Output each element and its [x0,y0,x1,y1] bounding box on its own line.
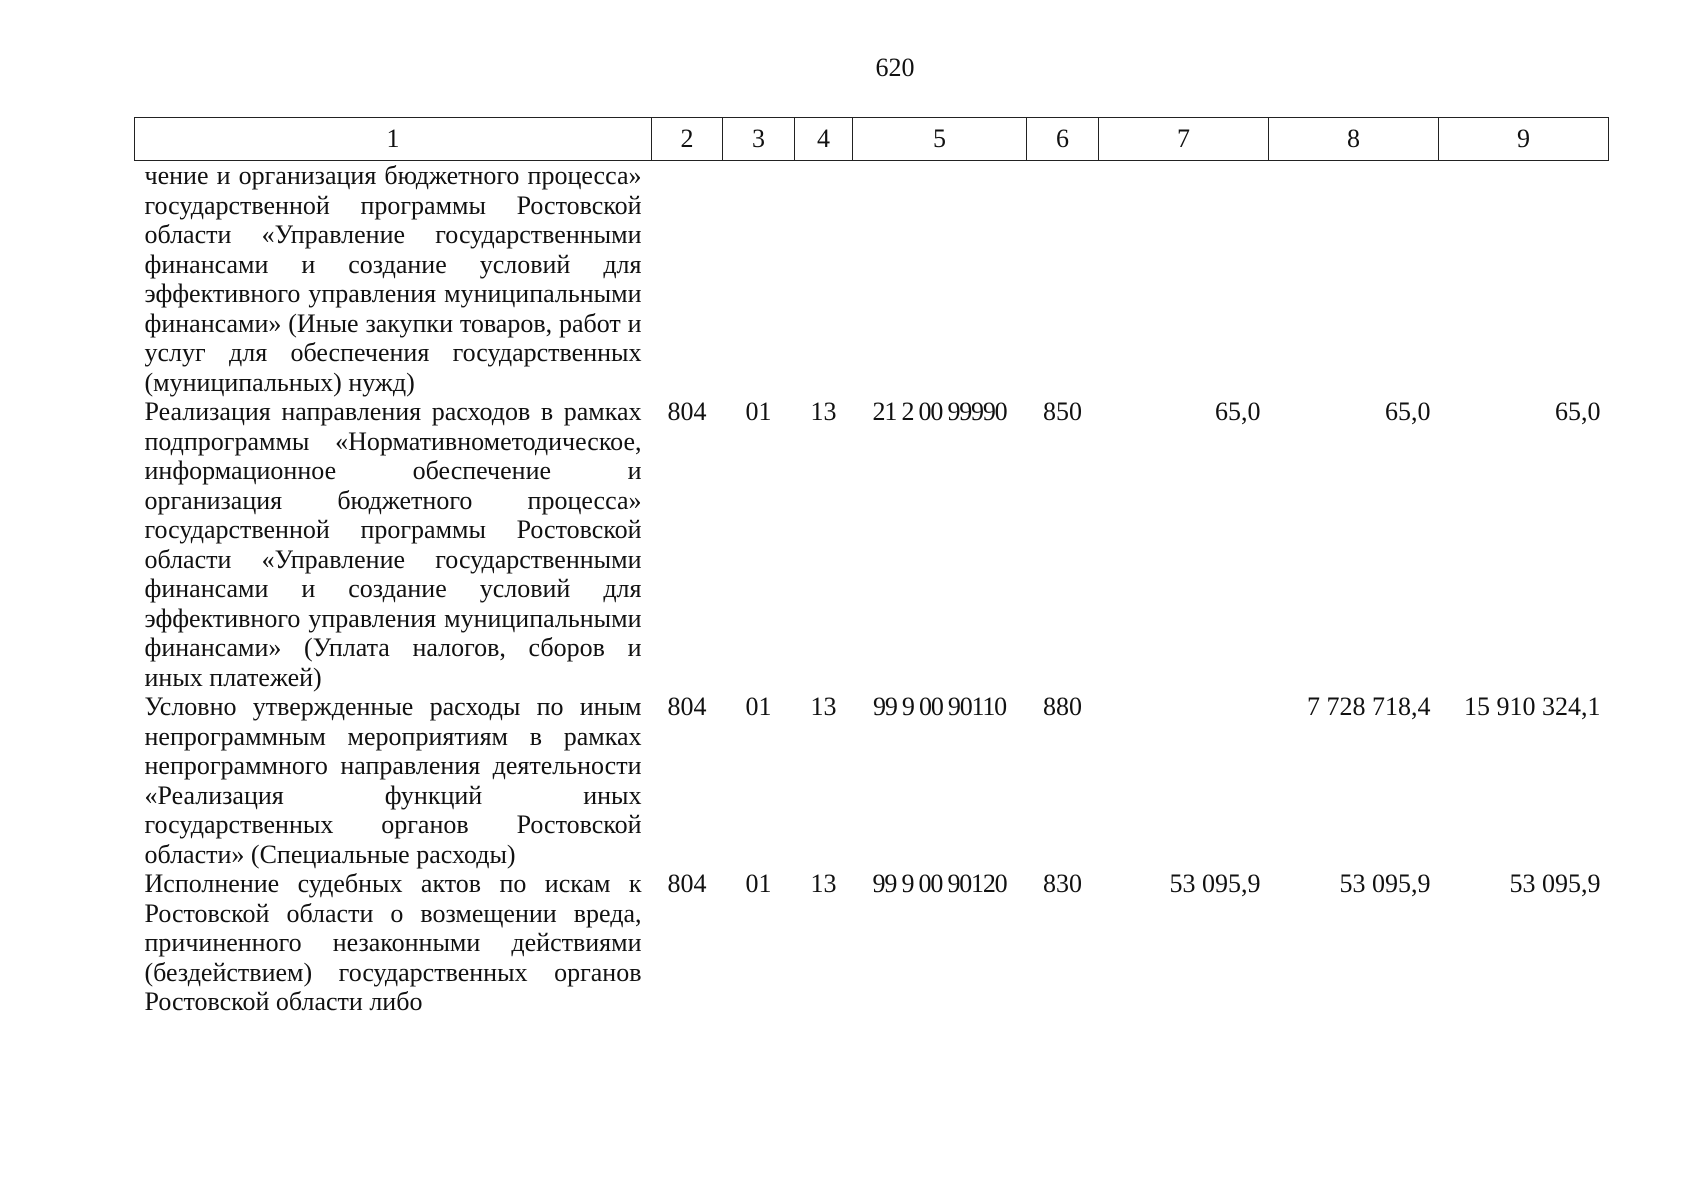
header-col-2: 2 [652,118,723,161]
row-col-8: 65,0 [1385,397,1431,426]
row-col-6: 850 [1043,397,1082,426]
budget-table [134,117,1609,1017]
header-col-7: 7 [1099,118,1269,161]
row-col-9: 65,0 [1555,397,1601,426]
table-row [135,397,1609,692]
row-description: чение и организация бюджетного процесса» государственной программы Ростовской области «Управление государственными финансами и создание условий для эффективного управления муниципальными финансами» (Иные закупки товаров, работ и услуг для обеспечения государственных (муниципальных) нужд) [144,161,642,397]
row-col-5 [853,161,1027,398]
row-col-9: 15 910 324,1 [1464,692,1601,721]
header-col-3: 3 [723,118,795,161]
header-col-8: 8 [1269,118,1439,161]
row-col-3: 01 [745,397,772,426]
header-col-4: 4 [795,118,853,161]
row-col-5: 21 2 00 99990 [872,397,1007,426]
page-number: 620 [875,53,915,82]
row-col-3 [723,161,795,398]
table-header-row [135,118,1609,161]
row-col-6: 880 [1043,692,1082,721]
table-row [135,869,1609,1017]
row-col-7: 53 095,9 [1169,869,1261,898]
row-col-2: 804 [667,692,707,721]
row-col-9 [1439,161,1609,398]
row-col-8: 7 728 718,4 [1307,692,1431,721]
header-col-9: 9 [1439,118,1609,161]
row-col-4 [795,161,853,398]
header-col-6: 6 [1027,118,1099,161]
row-col-3: 01 [745,869,772,898]
row-col-5: 99 9 00 90110 [873,692,1006,721]
row-col-4: 13 [810,692,837,721]
table-row [135,692,1609,869]
table-row [135,161,1609,398]
row-col-2 [652,161,723,398]
header-col-5: 5 [853,118,1027,161]
row-description: Реализация направления расходов в рамках подпрограммы «Нормативнометодическое, информационное обеспечение и организация бюджетного процесса» государственной программы Ростовской области «Управление государственными финансами и создание условий для эффективного управления муниципальными финансами» (Уплата налогов, сборов и иных платежей) [144,397,642,692]
row-col-4: 13 [810,869,837,898]
row-description: Исполнение судебных актов по искам к Ростовской области о возмещении вреда, причиненного незаконными действиями (бездействием) государственных органов Ростовской области либо [144,869,642,1016]
row-col-8 [1269,161,1439,398]
header-col-1: 1 [135,118,652,161]
row-col-6 [1027,161,1099,398]
row-col-9: 53 095,9 [1509,869,1601,898]
row-col-7: 65,0 [1215,397,1261,426]
row-col-7 [1099,692,1269,869]
row-col-7 [1099,161,1269,398]
row-col-8: 53 095,9 [1339,869,1431,898]
row-col-6: 830 [1043,869,1082,898]
row-col-3: 01 [745,692,772,721]
row-description: Условно утвержденные расходы по иным непрограммным мероприятиям в рамках непрограммного направления деятельности «Реализация функций иных государственных органов Ростовской области» (Специальные расходы) [144,692,642,869]
row-col-5: 99 9 00 90120 [872,869,1007,898]
row-col-2: 804 [667,397,707,426]
row-col-4: 13 [810,397,837,426]
row-col-2: 804 [667,869,707,898]
